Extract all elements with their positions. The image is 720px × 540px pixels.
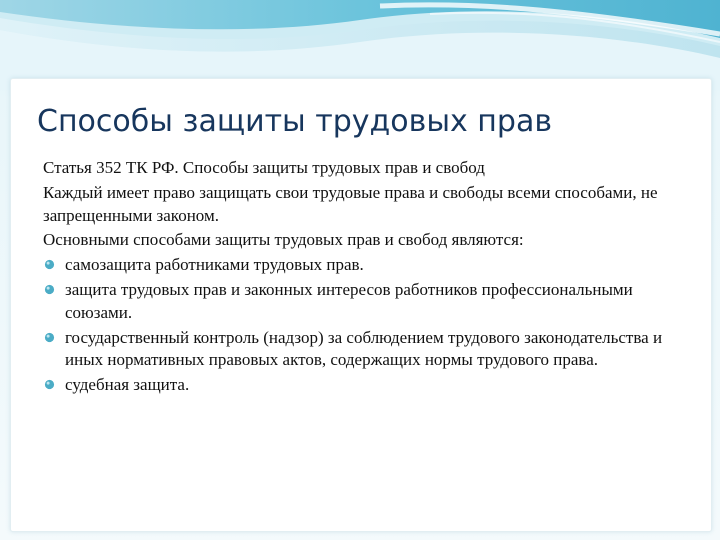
slide-title: Способы защиты трудовых прав: [37, 104, 553, 139]
list-item-text: защита трудовых прав и законных интересов работников профессиональными союзами.: [65, 279, 633, 322]
round-bullet-icon: [44, 379, 55, 390]
list-item-text: судебная защита.: [65, 375, 190, 395]
wave-header-decoration: [0, 0, 720, 90]
list-item-text: самозащита работниками трудовых прав.: [65, 255, 364, 275]
list-item: [43, 374, 673, 397]
round-bullet-icon: [44, 284, 55, 295]
list-item-text: государственный контроль (надзор) за соблюдением трудового законодательства и иных нормативных правовых актов, содержащих нормы трудового права.: [65, 327, 663, 370]
list-item: [43, 279, 673, 325]
slide-body: [43, 157, 673, 399]
list-item: [43, 327, 673, 373]
list-intro: Основными способами защиты трудовых прав и свобод являются:: [43, 230, 524, 250]
round-bullet-icon: [44, 259, 55, 270]
round-bullet-icon: [44, 332, 55, 343]
methods-list: [43, 254, 673, 397]
list-item: [43, 254, 673, 277]
article-paragraph: Каждый имеет право защищать свои трудовые права и свободы всеми способами, не запрещенными законом.: [43, 182, 658, 225]
article-heading: Статья 352 ТК РФ. Способы защиты трудовых прав и свобод: [43, 158, 485, 177]
